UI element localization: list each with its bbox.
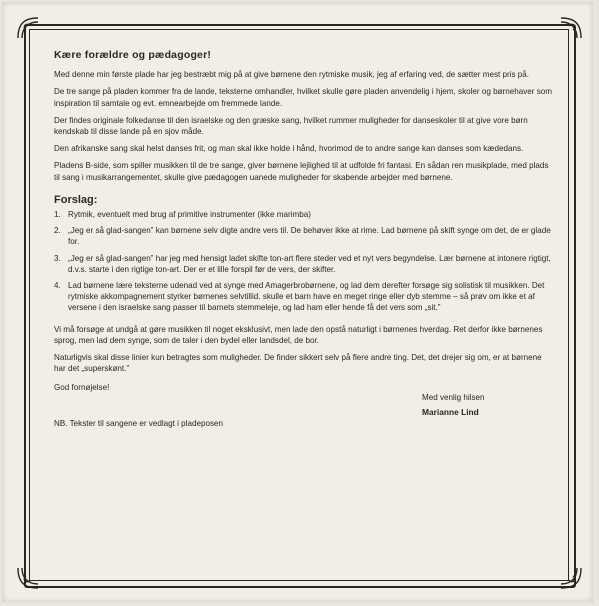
- forslag-heading: Forslag:: [54, 193, 98, 206]
- list-item-number: 1.: [54, 210, 61, 220]
- list-item-number: 3.: [54, 253, 61, 263]
- list-item: [54, 225, 554, 247]
- corner-ornament-icon: [559, 16, 583, 40]
- closing-paragraph: Vi må forsøge at undgå at gøre musikken til noget eksklusivt, men lade den opstå naturligt i børnenes hverdag. Ret derfor ikke børnenes sprog, men lad dem synge, som de taler i den bydel eller landsdel, de bor.: [54, 324, 543, 345]
- intro-paragraph: Der findes originale folkedanse til den israelske og den græske sang, hvilket rummer muligheder for danseskoler til at give vore børn kendskab til disse lande på en sjov måde.: [54, 115, 528, 137]
- intro-paragraph: Pladens B-side, som spiller musikken til de tre sange, giver børnene lejlighed til at udfolde fri fantasi. En sådan ren musikplade, med plads til sang i musikarrangementet, skulle give pædagogen uanede muligheder for skabende arbejder med børnene.: [54, 161, 549, 182]
- letter-content: [54, 50, 554, 442]
- list-item-text: „Jeg er så glad-sangen” har jeg med hensigt ladet skifte ton-art flere steder ved et nyt vers begyndelse. Lær børnene at intonere rigtigt, d.v.s. starte i den rigtige ton-art. Der er et lille forspil før de vers, der skifter.: [68, 253, 551, 274]
- greeting: God fornøjelse!: [54, 383, 110, 393]
- intro-paragraph: Den afrikanske sang skal helst danses frit, og man skal ikke holde i hånd, hvorimod de to andre sange kan danses som kædedans.: [54, 144, 524, 154]
- signature-block: [422, 392, 485, 417]
- list-item-text: Lad børnene lære teksterne udenad ved at synge med Amagerbrobørnene, og lad dem derefter forsøge sig solistisk til musikken. Det rytmiske akkompagnement styrker børnenes selvtillid. skulle et barn have en meget ringe eller dyb stemme – så prøv om ikke et af versene i den israelske sang passer til barnets stemmeleje, og lad ham eller hende få det vers som „sit.”: [68, 281, 545, 313]
- closing-paragraph: Naturligvis skal disse linier kun betragtes som muligheder. De finder sikkert selv på flere andre ting. Det, det drejer sig om, er at børnene har det „superskønt.”: [54, 353, 542, 374]
- list-item-text: „Jeg er så glad-sangen” kan børnene selv digte andre vers til. De behøver ikke at rime. Lad børnene på skift synge om det, de er glade for.: [68, 226, 551, 247]
- intro-paragraph: De tre sange på pladen kommer fra de lande, teksterne omhandler, hvilket skulle gøre pladen anvendelig i hjem, skoler og børnehaver som inspiration til samtale og evt. emnearbejde om fremmede lande.: [54, 87, 553, 108]
- list-item: [54, 280, 554, 314]
- signoff: Med venlig hilsen: [422, 393, 485, 403]
- forslag-list: [54, 209, 554, 314]
- letter-heading: Kære forældre og pædagoger!: [54, 49, 212, 61]
- signature-name: Marianne Lind: [422, 406, 479, 417]
- list-item: [54, 209, 554, 220]
- list-item-number: 2.: [54, 226, 61, 236]
- list-item: [54, 253, 554, 275]
- intro-paragraph: Med denne min første plade har jeg bestræbt mig på at give børnene den rytmiske musik, jeg af erfaring ved, de sætter mest pris på.: [54, 70, 530, 80]
- corner-ornament-icon: [16, 566, 40, 590]
- list-item-text: Rytmik, eventuelt med brug af primitive instrumenter (ikke marimba): [68, 210, 311, 220]
- nb-note: NB. Tekster til sangene er vedlagt i pladeposen: [54, 419, 224, 429]
- corner-ornament-icon: [16, 16, 40, 40]
- list-item-number: 4.: [54, 281, 61, 291]
- corner-ornament-icon: [559, 566, 583, 590]
